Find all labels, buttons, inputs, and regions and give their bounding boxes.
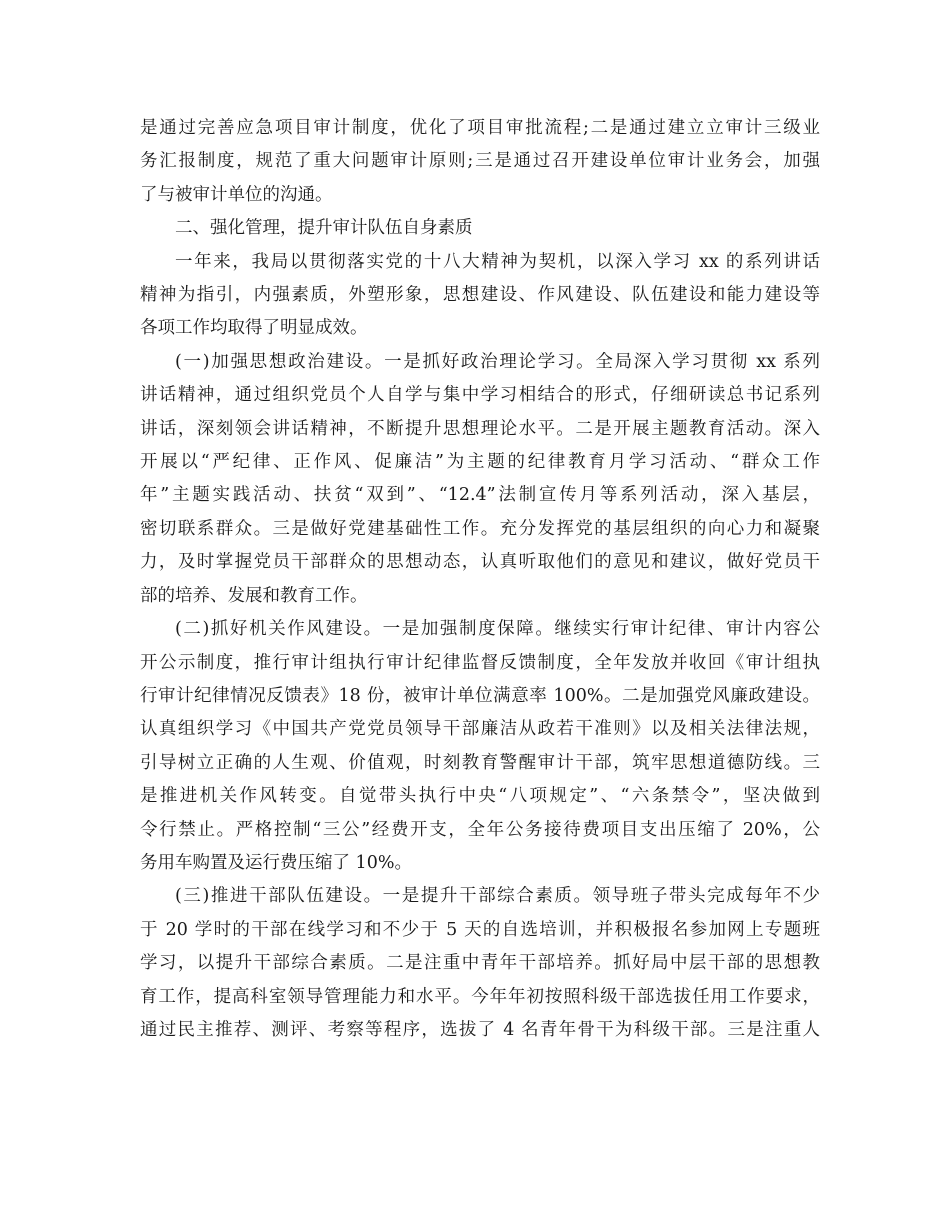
text-line: (二)抓好机关作风建设。一是加强制度保障。继续实行审计纪律、审计内容公 — [175, 619, 820, 640]
text-line: 力，及时掌握党员干部群众的思想动态，认真听取他们的意见和建议，做好党员干 — [140, 552, 820, 573]
text-line: 认真组织学习《中国共产党党员领导干部廉洁从政若干准则》以及相关法律法规， — [140, 719, 820, 740]
paragraph — [140, 246, 820, 346]
text-line: 开公示制度，推行审计组执行审计纪律监督反馈制度，全年发放并收回《审计组执 — [140, 652, 820, 673]
text-line: 讲话，深刻领会讲话精神，不断提升思想理论水平。二是开展主题教育活动。深入 — [140, 418, 820, 439]
paragraph — [140, 880, 820, 1047]
text-line: 是推进机关作风转变。自觉带头执行中央“八项规定”、“六条禁令”，坚决做到 — [140, 786, 820, 807]
text-line: 开展以“严纪律、正作风、促廉洁”为主题的纪律教育月学习活动、“群众工作 — [140, 452, 820, 473]
text-line: 密切联系群众。三是做好党建基础性工作。充分发挥党的基层组织的向心力和凝聚 — [140, 518, 820, 539]
text-line: 通过民主推荐、测评、考察等程序，选拔了 4 名青年骨干为科级干部。三是注重人 — [140, 1019, 820, 1040]
text-line: (三)推进干部队伍建设。一是提升干部综合素质。领导班子带头完成每年不少 — [175, 886, 820, 907]
text-line: 了与被审计单位的沟通。 — [140, 184, 333, 205]
paragraph — [140, 613, 820, 880]
text-line: 二、强化管理，提升审计队伍自身素质 — [175, 218, 473, 239]
text-line: 部的培养、发展和教育工作。 — [140, 585, 368, 606]
text-line: (一)加强思想政治建设。一是抓好政治理论学习。全局深入学习贯彻 xx 系列 — [175, 351, 820, 372]
text-line: 各项工作均取得了明显成效。 — [140, 318, 368, 339]
text-line: 务汇报制度，规范了重大问题审计原则;三是通过召开建设单位审计业务会，加强 — [140, 151, 820, 172]
text-line: 务用车购置及运行费压缩了 10%。 — [140, 852, 412, 873]
text-line: 精神为指引，内强素质，外塑形象，思想建设、作风建设、队伍建设和能力建设等 — [140, 285, 820, 306]
text-line: 于 20 学时的干部在线学习和不少于 5 天的自选培训，并积极报名参加网上专题班 — [140, 919, 820, 940]
paragraph — [140, 346, 820, 613]
text-line: 令行禁止。严格控制“三公”经费开支，全年公务接待费项目支出压缩了 20%，公 — [140, 819, 820, 840]
text-line: 育工作，提高科室领导管理能力和水平。今年年初按照科级干部选拔任用工作要求， — [140, 986, 820, 1007]
text-line: 行审计纪律情况反馈表》18 份，被审计单位满意率 100%。二是加强党风廉政建设。 — [140, 685, 820, 706]
paragraph — [140, 212, 820, 245]
text-line: 学习，以提升干部综合素质。二是注重中青年干部培养。抓好局中层干部的思想教 — [140, 953, 820, 974]
text-line: 一年来，我局以贯彻落实党的十八大精神为契机，以深入学习 xx 的系列讲话 — [175, 251, 820, 272]
paragraph — [140, 112, 820, 212]
text-line: 引导树立正确的人生观、价值观，时刻教育警醒审计干部，筑牢思想道德防线。三 — [140, 752, 820, 773]
text-line: 讲话精神，通过组织党员个人自学与集中学习相结合的形式，仔细研读总书记系列 — [140, 385, 820, 406]
text-line: 是通过完善应急项目审计制度，优化了项目审批流程;二是通过建立立审计三级业 — [140, 118, 820, 138]
text-line: 年”主题实践活动、扶贫“双到”、“12.4”法制宣传月等系列活动，深入基层， — [140, 485, 820, 506]
